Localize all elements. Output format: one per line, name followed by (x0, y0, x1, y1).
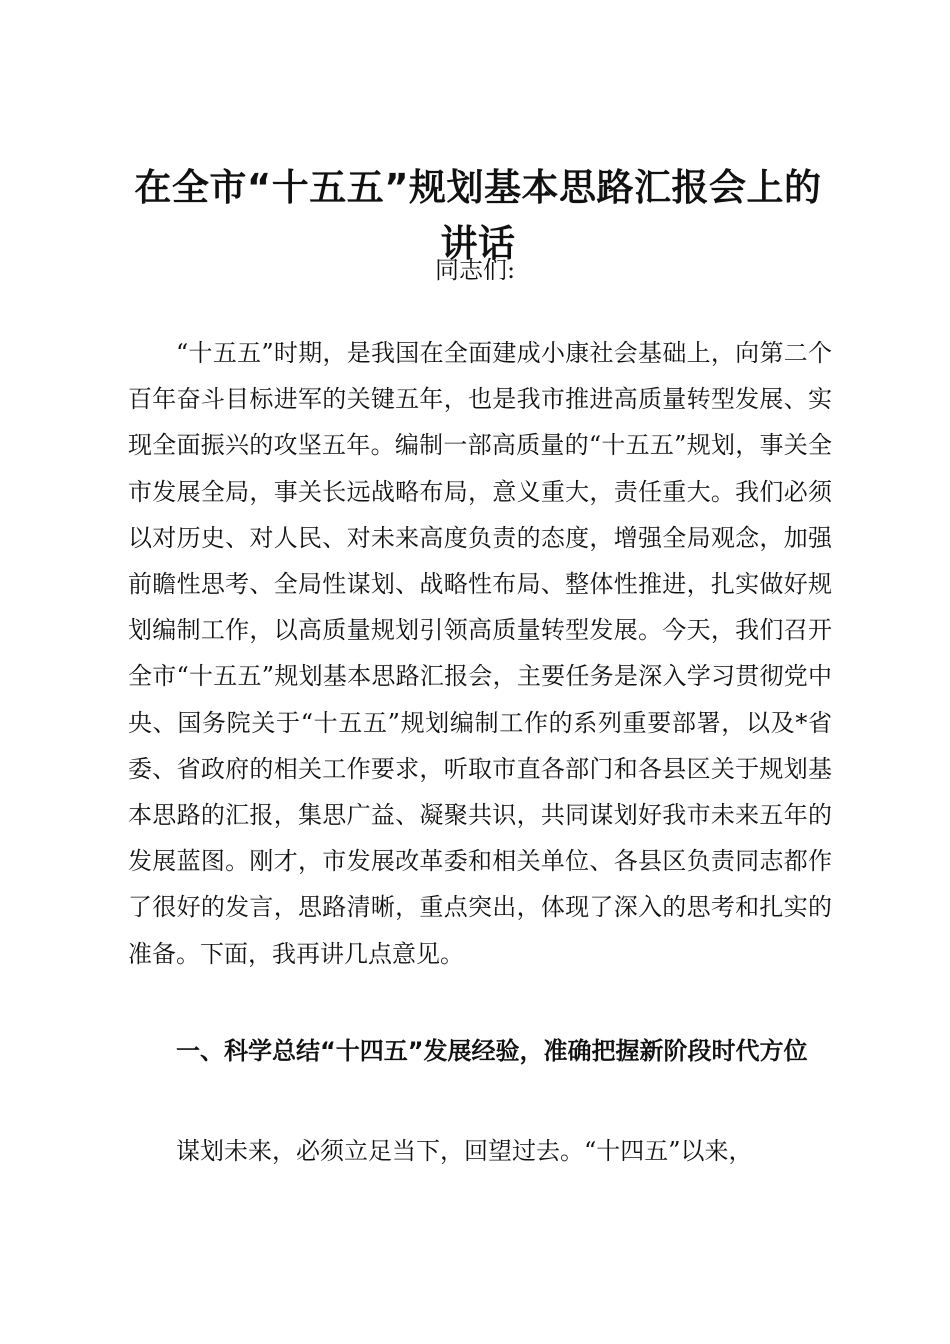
document-title: 在全市“十五五”规划基本思路汇报会上的讲话 (134, 166, 822, 265)
section-paragraph: 谋划未来，必须立足当下，回望过去。“十四五”以来， (176, 1137, 753, 1165)
section-heading: 一、科学总结“十四五”发展经验，准确把握新阶段时代方位 (176, 1037, 808, 1065)
salutation: 同志们: (434, 256, 516, 284)
intro-paragraph: “十五五”时期，是我国在全面建成小康社会基础上，向第二个百年奋斗目标进军的关键五年，也是我市推进高质量转型发展、实现全面振兴的攻坚五年。编制一部高质量的“十五五”规划，事关全市发展全局，事关长远战略布局，意义重大，责任重大。我们必须以对历史、对人民、对未来高度负责的态度，增强全局观念，加强前瞻性思考、全局性谋划、战略性布局、整体性推进，扎实做好规划编制工作，以高质量规划引领高质量转型发展。今天，我们召开全市“十五五”规划基本思路汇报会，主要任务是深入学习贯彻党中央、国务院关于“十五五”规划编制工作的系列重要部署，以及*省委、省政府的相关工作要求，听取市直各部门和各县区关于规划基本思路的汇报，集思广益、凝聚共识，共同谋划好我市未来五年的发展蓝图。刚才，市发展改革委和相关单位、各县区负责同志都作了很好的发言，思路清晰，重点突出，体现了深入的思考和扎实的准备。下面，我再讲几点意见。 (128, 339, 832, 968)
